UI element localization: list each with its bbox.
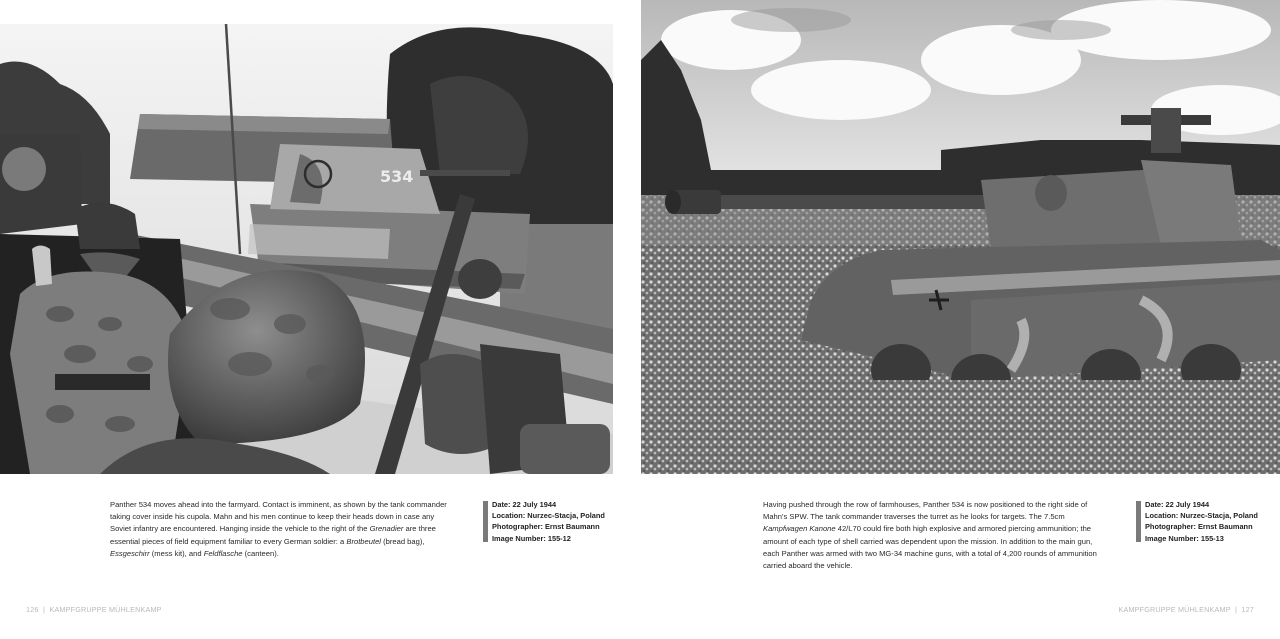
caption-italic-term: Brotbeutel bbox=[346, 536, 381, 546]
caption-text: Having pushed through the row of farmhouses, Panther 534 is now positioned to the right side of Mahn's SPW. The tank commander traverses the turret as he looks for targets. The 7.5cm bbox=[763, 500, 1088, 522]
folio-right: KAMPFGRUPPE MÜHLENKAMP | 127 bbox=[1118, 605, 1254, 614]
caption-text: Panther 534 moves ahead into the farmyard. Contact is imminent, as shown by the tank commander taking cover inside his cupola. Mahn and his men continue to keep their heads down in case any Soviet infantry are encountered. Hanging inside the vehicle to the right of the bbox=[110, 500, 447, 534]
meta-date: Date: 22 July 1944 bbox=[1145, 500, 1210, 509]
caption-text: are three essential pieces of field equipment familiar to every German soldier: a bbox=[110, 524, 436, 546]
caption-text: (canteen). bbox=[242, 548, 279, 558]
tank-number-534: 534 bbox=[380, 167, 414, 186]
photo-panther-field-image bbox=[641, 0, 1280, 474]
caption-text: (mess kit), and bbox=[149, 548, 204, 558]
meta-location: Location: Nurzec-Stacja, Poland bbox=[1145, 511, 1258, 521]
meta-photographer: Photographer: Ernst Baumann bbox=[1145, 522, 1253, 532]
meta-image-number: Image Number: 155-13 bbox=[1145, 533, 1224, 543]
caption-left-page bbox=[110, 499, 455, 560]
caption-italic-term: Grenadier bbox=[369, 524, 404, 534]
photo-halftrack-image bbox=[0, 24, 613, 474]
photo-metadata-left bbox=[483, 499, 605, 544]
meta-photographer: Photographer: Ernst Baumann bbox=[492, 522, 600, 532]
folio-left: 126 | KAMPFGRUPPE MÜHLENKAMP bbox=[26, 605, 162, 614]
caption-text: 42/L70 could fire both high explosive and armored piercing ammunition; the amount of each type of shell carried was dependent upon the mission. In addition to the main gun, each Panther was armed with two MG-34 machine guns, with a total of 4,200 rounds of ammunition carried aboard the vehicle. bbox=[763, 524, 1097, 571]
photo-metadata-right bbox=[1136, 499, 1258, 544]
meta-image-number: Image Number: 155-12 bbox=[492, 533, 571, 543]
meta-date: Date: 22 July 1944 bbox=[492, 500, 557, 509]
photo-panther-in-field bbox=[641, 0, 1280, 474]
caption-text: (bread bag), bbox=[381, 536, 425, 546]
meta-location: Location: Nurzec-Stacja, Poland bbox=[492, 511, 605, 521]
caption-right-page bbox=[763, 499, 1108, 572]
caption-italic-term: Feldflasche bbox=[203, 548, 243, 558]
caption-italic-term: Essgeschirr bbox=[110, 548, 150, 558]
photo-halftrack-panther-534 bbox=[0, 24, 613, 474]
caption-italic-term: Kampfwagen Kanone bbox=[763, 524, 836, 534]
